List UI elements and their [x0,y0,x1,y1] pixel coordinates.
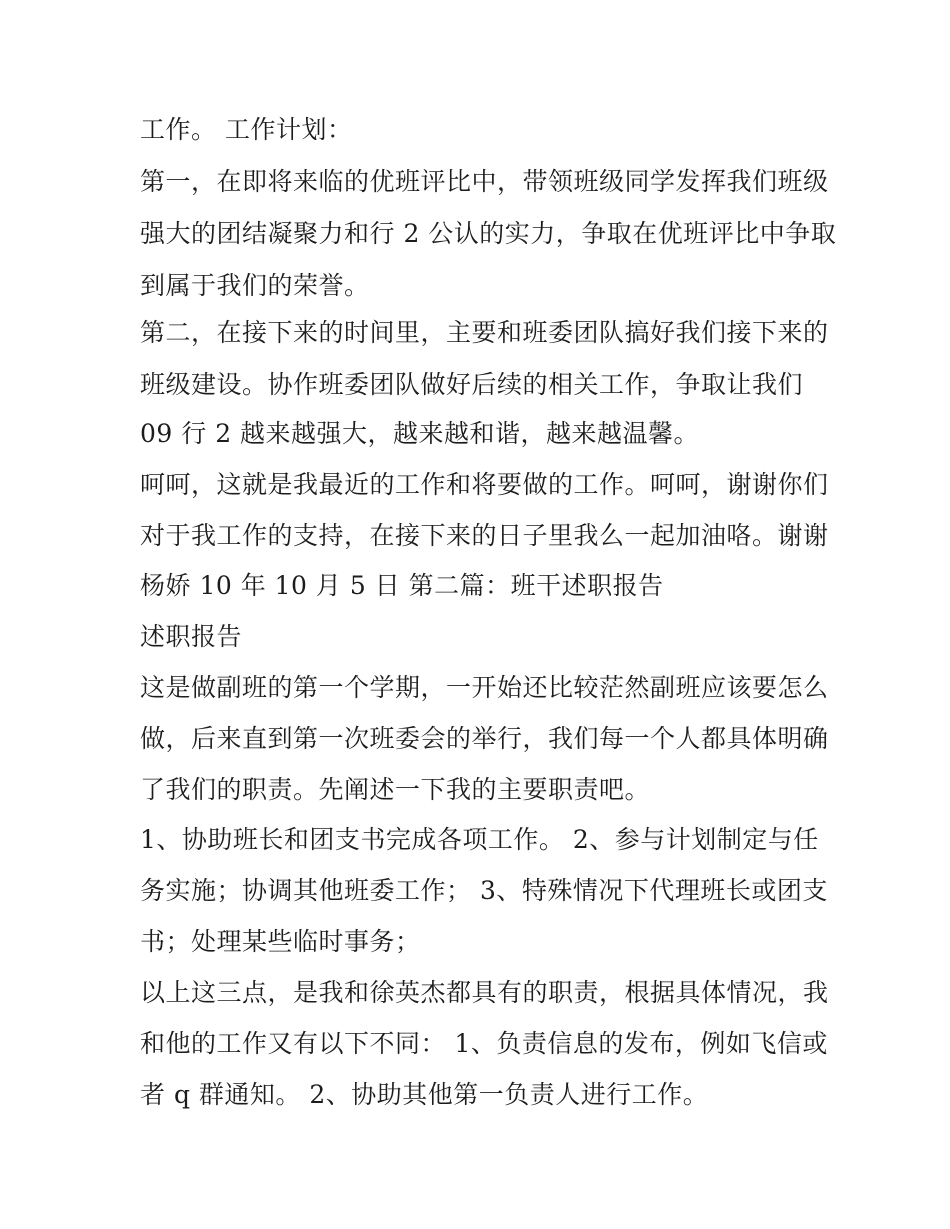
text-line: 述职报告 [140,622,243,651]
text-line: 书；处理某些临时事务； [140,927,421,956]
text-line: 09 行 2 越来越强大，越来越和谐，越来越温馨。 [140,419,700,448]
text-line: 强大的团结凝聚力和行 2 公认的实力，争取在优班评比中争取 [140,219,837,248]
text-line: 务实施；协调其他班委工作； 3、特殊情况下代理班长或团支 [140,876,828,905]
text-line: 到属于我们的荣誉。 [140,271,370,300]
text-line: 对于我工作的支持，在接下来的日子里我么一起加油咯。谢谢 [140,521,829,550]
text-line: 杨娇 10 年 10 月 5 日 第二篇：班干述职报告 [140,571,664,600]
text-line: 和他的工作又有以下不同： 1、负责信息的发布，例如飞信或 [140,1029,828,1058]
text-line: 班级建设。协作班委团队做好后续的相关工作，争取让我们 [140,370,804,399]
text-line: 呵呵，这就是我最近的工作和将要做的工作。呵呵，谢谢你们 [140,470,829,499]
text-line: 者 q 群通知。 2、协助其他第一负责人进行工作。 [140,1080,709,1109]
text-line: 以上这三点，是我和徐英杰都具有的职责，根据具体情况，我 [140,978,829,1007]
text-line: 这是做副班的第一个学期，一开始还比较茫然副班应该要怎么 [140,673,829,702]
text-line: 第二，在接下来的时间里，主要和班委团队搞好我们接下来的 [140,318,829,347]
text-line: 了我们的职责。先阐述一下我的主要职责吧。 [140,775,651,804]
text-line: 工作。 工作计划： [140,115,353,144]
text-line: 做，后来直到第一次班委会的举行，我们每一个人都具体明确 [140,724,829,753]
text-line: 第一，在即将来临的优班评比中，带领班级同学发挥我们班级 [140,167,829,196]
text-line: 1、协助班长和团支书完成各项工作。 2、参与计划制定与任 [140,825,819,854]
